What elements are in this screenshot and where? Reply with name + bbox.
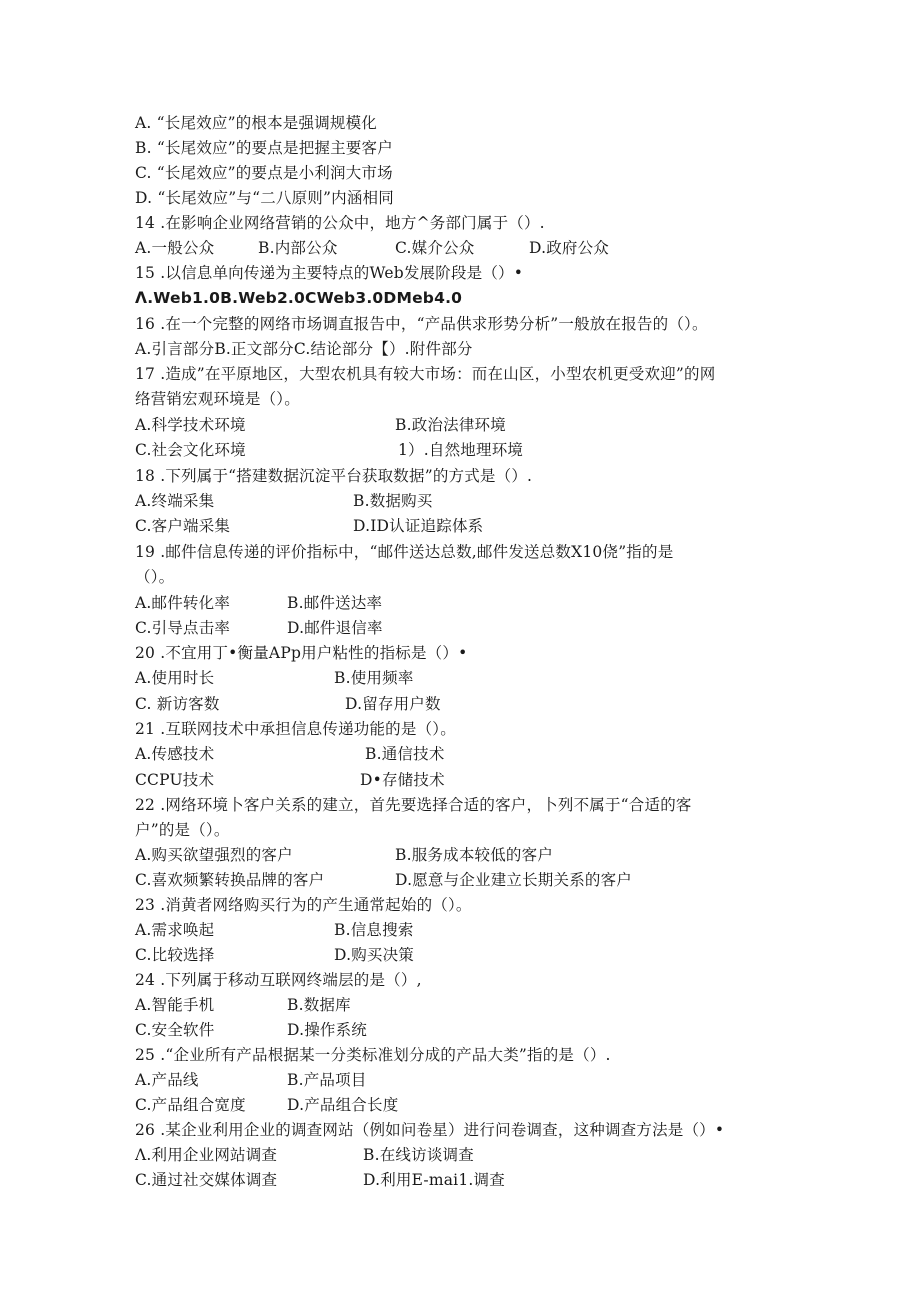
- q22-option-a: A.购买欲望强烈的客户: [135, 846, 293, 864]
- q19-option-a: A.邮件转化率: [135, 594, 231, 612]
- q16-options: A.引言部分B.正文部分C.结论部分【）.附件部分: [135, 340, 473, 358]
- q25-option-d: D.产品组合长度: [287, 1096, 399, 1114]
- q22-option-c: C.喜欢频繁转换品牌的客户: [135, 871, 325, 889]
- q17-option-c: C.社会文化环境: [135, 441, 246, 459]
- q14-option-b: B.内部公众: [258, 239, 338, 257]
- q26-stem: 26 .某企业利用企业的调查网站（例如问卷星）进行问卷调查，这种调查方法是（）•: [135, 1121, 725, 1139]
- q26-option-d: D.利用E-mai1.调查: [363, 1171, 505, 1189]
- q18-stem: 18 .下列属于“搭建数据沉淀平台获取数据”的方式是（）.: [135, 467, 533, 485]
- q25-option-b: B.产品项目: [287, 1071, 367, 1089]
- q19-option-d: D.邮件退信率: [287, 619, 383, 637]
- q26-option-c: C.通过社交媒体调查: [135, 1171, 278, 1189]
- q25-option-c: C.产品组合宽度: [135, 1096, 246, 1114]
- q21-option-b: B.通信技术: [365, 745, 445, 763]
- q23-option-c: C.比较选择: [135, 946, 215, 964]
- q19-option-b: B.邮件送达率: [287, 594, 383, 612]
- q23-option-d: D.购买决策: [334, 946, 415, 964]
- q22-stem-line2: 户”的是（）。: [135, 821, 230, 839]
- q20-option-a: A.使用时长: [135, 669, 215, 687]
- q21-stem: 21 .互联网技术中承担信息传递功能的是（）。: [135, 720, 456, 738]
- q21-option-d: D•存储技术: [360, 771, 445, 789]
- q26-option-b: B.在线访谈调查: [363, 1146, 474, 1164]
- q19-stem-line1: 19 .邮件信息传递的评价指标中，“邮件送达总数,邮件发送总数X10侥”指的是: [135, 543, 674, 561]
- q17-stem-line1: 17 .造成”在平原地区，大型农机具有较大市场：而在山区，小型农机更受欢迎”的网: [135, 365, 716, 383]
- q15-options: Λ.Web1.0B.Web2.0CWeb3.0DMeb4.0: [135, 289, 463, 307]
- q18-option-b: B.数据购买: [353, 492, 433, 510]
- q13-option-d: D. “长尾效应”与“二八原则”内涵相同: [135, 189, 394, 207]
- q20-stem: 20 .不宜用丁•衡量APp用户粘性的指标是（）•: [135, 644, 468, 662]
- q24-option-d: D.操作系统: [287, 1021, 368, 1039]
- q17-option-a: A.科学技术环境: [135, 416, 246, 434]
- q17-stem-line2: 络营销宏观环境是（）。: [135, 390, 300, 408]
- q20-option-c: C. 新访客数: [135, 695, 220, 713]
- q18-option-d: D.ID认证追踪体系: [353, 517, 484, 535]
- q24-option-a: A.智能手机: [135, 996, 215, 1014]
- q24-option-c: C.安全软件: [135, 1021, 215, 1039]
- q20-option-b: B.使用频率: [334, 669, 414, 687]
- q14-stem: 14 .在影响企业网络营销的公众中，地方^务部门属于（）.: [135, 214, 545, 232]
- q22-option-b: B.服务成本较低的客户: [395, 846, 554, 864]
- q13-option-c: C. “长尾效应”的要点是小利润大市场: [135, 164, 393, 182]
- q16-stem: 16 .在一个完整的网络市场调直报告中，“产品供求形势分析”一般放在报告的（）。: [135, 315, 708, 333]
- q20-option-d: D.留存用户数: [345, 695, 441, 713]
- q22-stem-line1: 22 .网络环境卜客户关系的建立，首先要选择合适的客户，卜列不属于“合适的客: [135, 796, 692, 814]
- q15-stem: 15 .以信息单向传递为主要特点的Web发展阶段是（）•: [135, 264, 524, 282]
- q14-option-d: D.政府公众: [529, 239, 610, 257]
- q14-option-c: C.媒介公众: [395, 239, 475, 257]
- q23-option-b: B.信息搜索: [334, 921, 414, 939]
- q17-option-b: B.政治法律环境: [395, 416, 506, 434]
- q18-option-a: A.终端采集: [135, 492, 215, 510]
- q24-option-b: B.数据库: [287, 996, 351, 1014]
- q21-option-a: A.传感技术: [135, 745, 215, 763]
- q13-option-a: A. “长尾效应”的根本是强调规模化: [135, 114, 377, 132]
- q24-stem: 24 .下列属于移动互联网终端层的是（）,: [135, 971, 422, 989]
- q25-option-a: A.产品线: [135, 1071, 199, 1089]
- q13-option-b: B. “长尾效应”的要点是把握主要客户: [135, 139, 393, 157]
- q23-stem: 23 .消黄者网络购买行为的产生通常起始的（）。: [135, 896, 472, 914]
- q25-stem: 25 .“企业所有产品根据某一分类标准划分成的产品大类”指的是（）.: [135, 1046, 611, 1064]
- q22-option-d: D.愿意与企业建立长期关系的客户: [395, 871, 633, 889]
- q21-option-c: CCPU技术: [135, 771, 215, 789]
- q19-option-c: C.引导点击率: [135, 619, 231, 637]
- q14-option-a: A.一般公众: [135, 239, 215, 257]
- q19-stem-line2: （）。: [135, 568, 175, 586]
- q18-option-c: C.客户端采集: [135, 517, 231, 535]
- q26-option-a: Λ.利用企业网站调查: [135, 1146, 278, 1164]
- q17-option-d: 1）.自然地理环境: [398, 441, 524, 459]
- q23-option-a: A.需求唤起: [135, 921, 215, 939]
